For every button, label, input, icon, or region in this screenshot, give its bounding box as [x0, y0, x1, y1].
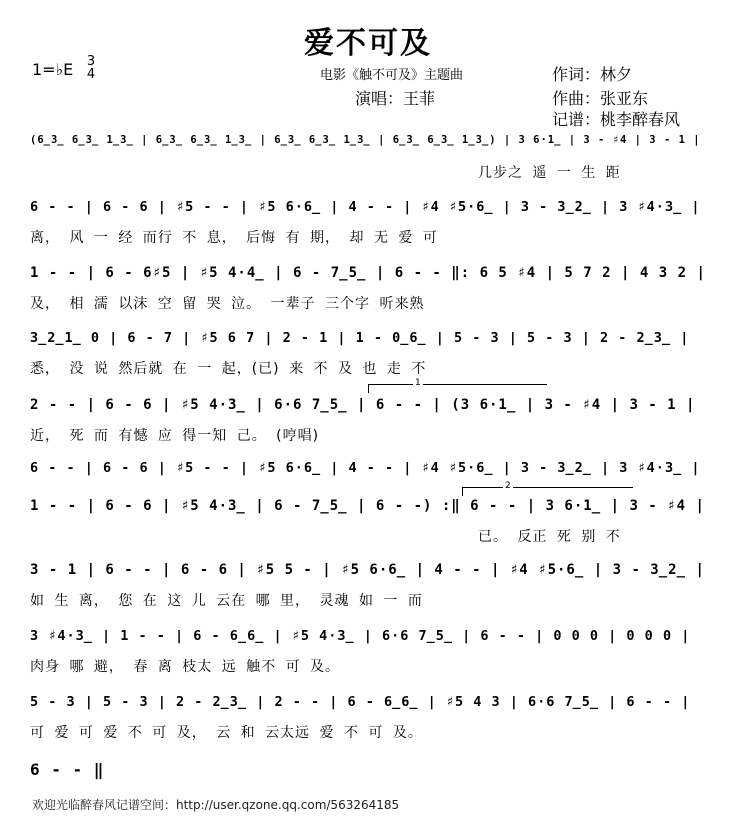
lyrics-line: 及， 相 濡 以沫 空 留 哭 泣。 一辈子 三个字 听来熟 [30, 296, 425, 312]
notes-line: 1 - - | 6 - 6 | ♯5 4·3̲ | 6 - 7̲5̲ | 6 - -) :‖ 6 - - | 3 6·1̲ | 3 - ♯4 | [30, 498, 705, 514]
meter-bottom: 4 [86, 67, 96, 82]
lyrics-line: 悉， 没 说 然后就 在 一 起，(已) 来 不 及 也 走 不 [30, 361, 427, 377]
volta-bracket [368, 378, 547, 393]
transcriber-credit: 记谱：桃李醉春风 [552, 110, 681, 129]
key-signature: 1=♭E [32, 60, 74, 79]
lyrics-line: 近， 死 而 有憾 应 得一知 己。 (哼唱) [30, 428, 320, 444]
subtitle: 电影《触不可及》主题曲 [320, 68, 464, 83]
lyrics-line: 可 爱 可 爱 不 可 及， 云 和 云太远 爱 不 可 及。 [30, 725, 423, 741]
volta-label: 2 [505, 481, 511, 491]
lyrics-line: 几步之 遥 一 生 距 [478, 165, 621, 181]
lyrics-line: 肉身 哪 避， 春 离 枝太 远 触不 可 及。 [30, 659, 341, 675]
notes-line: 6 - - | 6 - 6 | ♯5 - - | ♯5 6·6̲ | 4 - - | ♯4 ♯5·6̲ | 3 - 3̲2̲ | 3 ♯4·3̲ | [30, 199, 701, 215]
notes-line: 6 - - ‖ [30, 760, 105, 779]
lyrics-line: 离， 风 一 经 而行 不 息， 后悔 有 期， 却 无 爱 可 [30, 230, 438, 246]
lyrics-line: 如 生 离， 您 在 这 儿 云在 哪 里， 灵魂 如 一 而 [30, 593, 423, 609]
notes-line: 1 - - | 6 - 6♯5 | ♯5 4·4̲ | 6 - 7̲5̲ | 6 - - ‖: 6 5 ♯4 | 5 7 2 | 4 3 2 | [30, 265, 706, 281]
notes-line: (6̲3̲ 6̲3̲ 1̲3̲ | 6̲3̲ 6̲3̲ 1̲3̲ | 6̲3̲ 6̲3̲ 1̲3̲ | 6̲3̲ 6̲3̲ 1̲3̲) | 3 6·1̲ | 3 - ♯4 | 3 - 1 | [30, 134, 701, 146]
volta-bracket [462, 481, 633, 496]
notes-line: 5 - 3 | 5 - 3 | 2 - 2̲3̲ | 2 - - | 6 - 6̲6̲ | ♯5 4 3 | 6·6 7̲5̲ | 6 - - | [30, 694, 691, 710]
footer-note: 欢迎光临醉春风记谱空间：http://user.qzone.qq.com/563264185 [32, 798, 400, 812]
composer-credit: 作曲：张亚东 [552, 89, 649, 108]
volta-label: 1 [415, 378, 421, 388]
time-signature [84, 55, 98, 81]
meter-top: 3 [86, 54, 96, 69]
notes-line: 3 ♯4·3̲ | 1 - - | 6 - 6̲6̲ | ♯5 4·3̲ | 6·6 7̲5̲ | 6 - - | 0 0 0 | 0 0 0 | [30, 628, 691, 644]
lyricist-credit: 作词：林夕 [552, 65, 633, 84]
notes-line: 6 - - | 6 - 6 | ♯5 - - | ♯5 6·6̲ | 4 - - | ♯4 ♯5·6̲ | 3 - 3̲2̲ | 3 ♯4·3̲ | [30, 460, 701, 476]
song-title: 爱不可及 [304, 26, 432, 61]
notes-line: 2 - - | 6 - 6 | ♯5 4·3̲ | 6·6 7̲5̲ | 6 - - | (3 6·1̲ | 3 - ♯4 | 3 - 1 | [30, 397, 696, 413]
lyrics-line: 已。 反正 死 别 不 [478, 529, 621, 545]
notes-line: 3̲2̲1̲ 0 | 6 - 7 | ♯5 6 7 | 2 - 1 | 1 - 0̲6̲ | 5 - 3 | 5 - 3 | 2 - 2̲3̲ | [30, 330, 690, 346]
singer-credit: 演唱：王菲 [355, 89, 436, 108]
notes-line: 3 - 1 | 6 - - | 6 - 6 | ♯5 5 - | ♯5 6·6̲ | 4 - - | ♯4 ♯5·6̲ | 3 - 3̲2̲ | [30, 562, 705, 578]
